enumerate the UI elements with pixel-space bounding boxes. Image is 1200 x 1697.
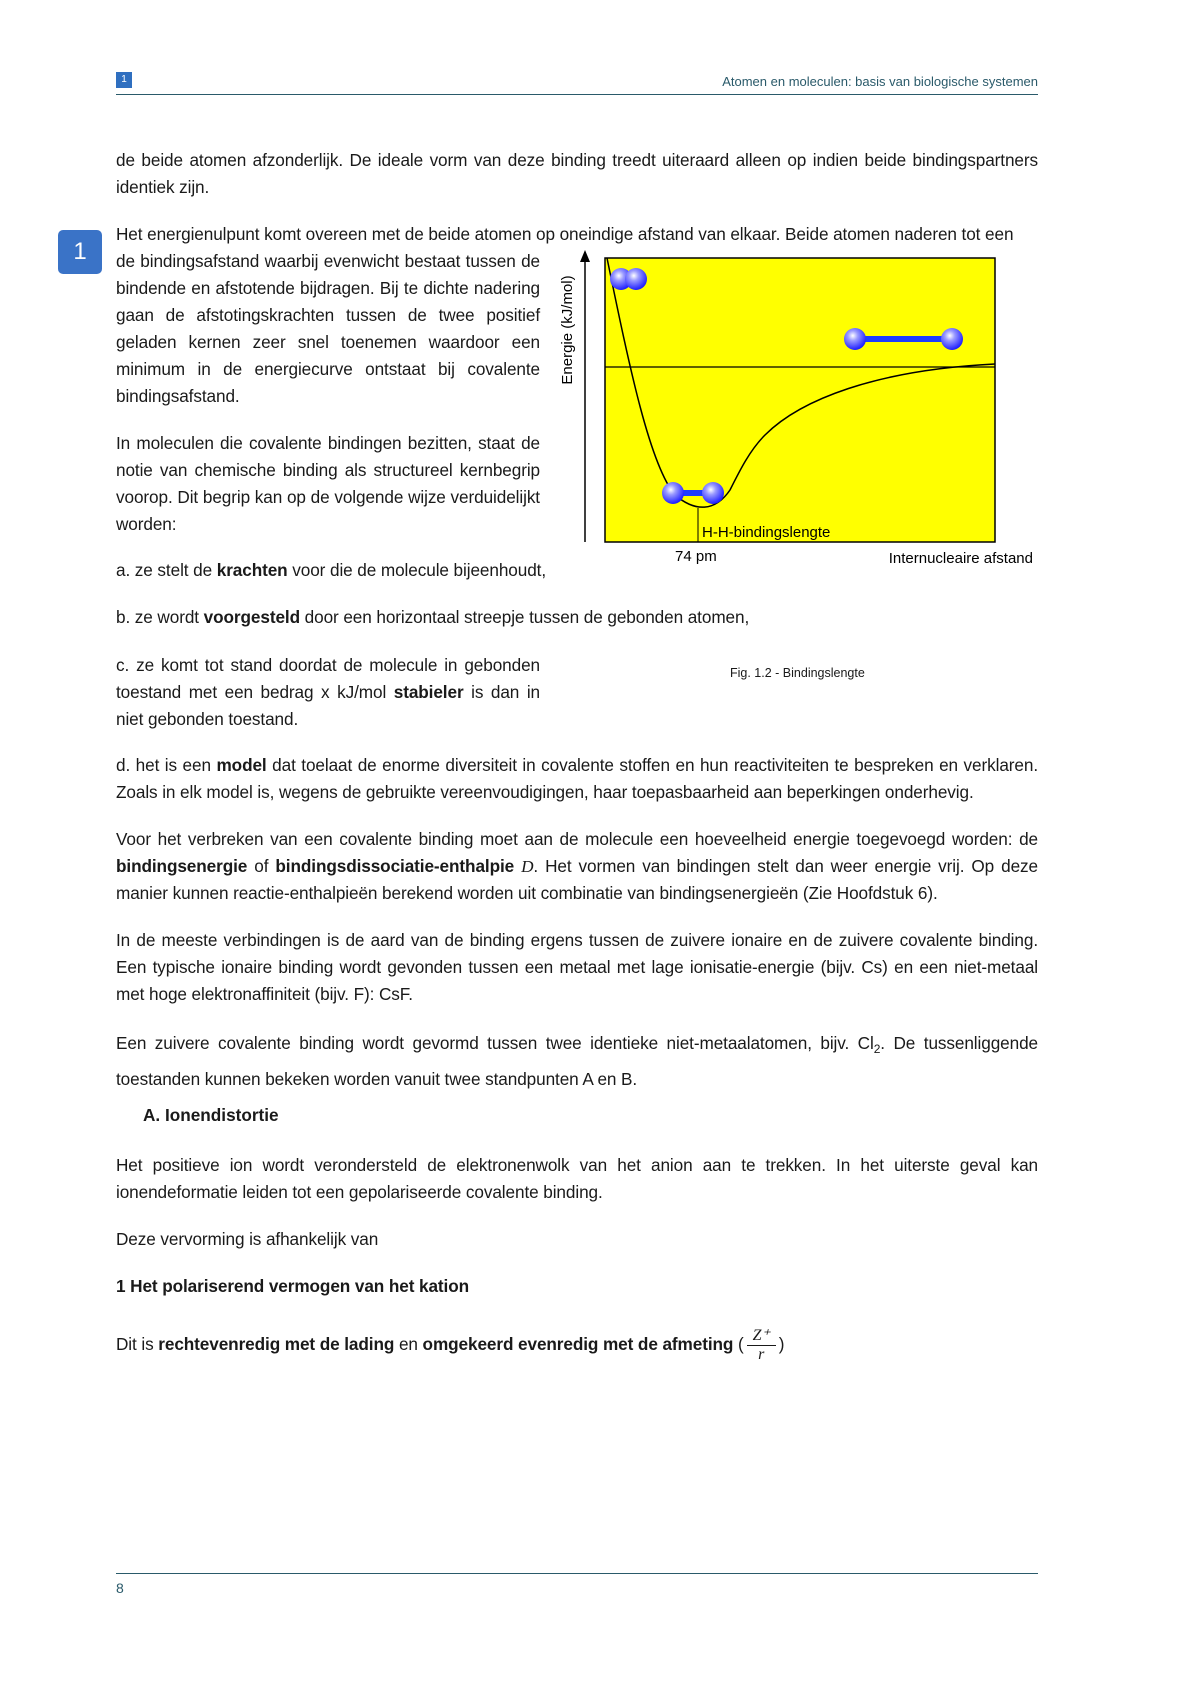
plot-area: [605, 258, 995, 542]
chapter-margin-badge: 1: [58, 230, 102, 274]
paragraph-bond-energy: Voor het verbreken van een covalente binding moet aan de molecule een hoeveelheid energie toegevoegd worden: de bindingsenergie of bindingsdissociatie-enthalpie D. Het vormen van bindingen stelt dan weer energie vrij. Op deze manier kunnen reactie-enthalpieën berekend worden uit combinatie van bindingsenergieën (Zie Hoofdstuk 6).: [116, 829, 1038, 903]
chapter-badge: 1: [116, 72, 132, 88]
running-title: Atomen en moleculen: basis van biologische systemen: [722, 74, 1038, 89]
header-rule: [116, 94, 1038, 95]
paragraph-energy-zero-line: Het energienulpunt komt overeen met de beide atomen op oneindige afstand van elkaar. Beide atomen naderen tot een: [116, 224, 1014, 244]
paragraph-energy-zero-rest: de bindingsafstand waarbij evenwicht bestaat tussen de bindende en afstotende bijdragen. Bij te dichte nadering gaan de afstotingskrachten tussen de twee positief geladen kernen zeer snel toenemen waardoor een minimum in de energiecurve ontstaat bij covalente bindingsafstand.: [116, 251, 540, 406]
page-number: 8: [116, 1580, 124, 1596]
paragraph-proportional: Dit is rechtevenredig met de lading en omgekeerd evenredig met de afmeting ( $\frac{Z^+}{r}$ ): [116, 1326, 785, 1363]
atom-equilibrium-2: [702, 482, 724, 504]
list-item-a: a. ze stelt de krachten voor die de molecule bijeenhoudt,: [116, 560, 547, 580]
atom-far-1: [844, 328, 866, 350]
atom-equilibrium-1: [662, 482, 684, 504]
figure-caption: Fig. 1.2 - Bindingslengte: [730, 666, 865, 680]
paragraph-intro: de beide atomen afzonderlijk. De ideale vorm van deze binding treedt uiteraard alleen op indien beide bindingspartners identiek zijn.: [116, 150, 1038, 197]
list-item-c: c. ze komt tot stand doordat de molecule in gebonden toestand met een bedrag x kJ/mol stabieler is dan in niet gebonden toestand.: [116, 655, 541, 729]
footer-rule: [116, 1573, 1038, 1574]
atom-overlap-2: [625, 268, 647, 290]
min-distance-label: H-H-bindingslengte: [702, 524, 831, 541]
list-item-d: d. het is een model dat toelaat de enorme diversiteit in covalente stoffen en hun reactiviteiten te bespreken en verklaren. Zoals in elk model is, wegens de gebruikte vereenvoudigingen, haar toepasbaarheid aan beperkingen onderhevig.: [116, 755, 1038, 802]
paragraph-molecules: In moleculen die covalente bindingen bezitten, staat de notie van chemische binding als structureel kernbegrip voorop. Dit begrip kan op de volgende wijze verduidelijkt worden:: [116, 433, 540, 534]
paragraph-deformation: Deze vervorming is afhankelijk van: [116, 1229, 379, 1249]
section-heading-ion-distortion: A. Ionendistortie: [143, 1105, 279, 1125]
paragraph-pure-covalent: Een zuivere covalente binding wordt gevormd tussen twee identieke niet-metaalatomen, bijv. $Cl_2$. De tussenliggende toestanden kunnen bekeken worden vanuit twee standpunten A en B.: [116, 1033, 1038, 1089]
fraction-z-over-r: $\frac{Z^+}{r}$: [747, 1327, 776, 1364]
atom-far-2: [941, 328, 963, 350]
x-tick-74pm: 74 pm: [675, 548, 717, 565]
y-axis-arrow: [580, 250, 590, 262]
bond-length-energy-figure: [555, 250, 1035, 570]
list-item-b: b. ze wordt voorgesteld door een horizontaal streepje tussen de gebonden atomen,: [116, 607, 750, 627]
paragraph-positive-ion: Het positieve ion wordt verondersteld de elektronenwolk van het anion aan te trekken. In het uiterste geval kan ionendeformatie leiden tot een gepolariseerde covalente binding.: [116, 1155, 1038, 1202]
subheading-polarizing-power: 1 Het polariserend vermogen van het kation: [116, 1276, 470, 1296]
x-axis-label: Internucleaire afstand: [888, 550, 1033, 567]
y-axis-label: Energie (kJ/mol): [559, 275, 576, 385]
paragraph-ionic-covalent: In de meeste verbindingen is de aard van de binding ergens tussen de zuivere ionaire en de zuivere covalente binding. Een typische ionaire binding wordt gevonden tussen een metaal met lage ionisatie-energie (bijv. Cs) en een niet-metaal met hoge elektronaffiniteit (bijv. F): CsF.: [116, 930, 1038, 1004]
